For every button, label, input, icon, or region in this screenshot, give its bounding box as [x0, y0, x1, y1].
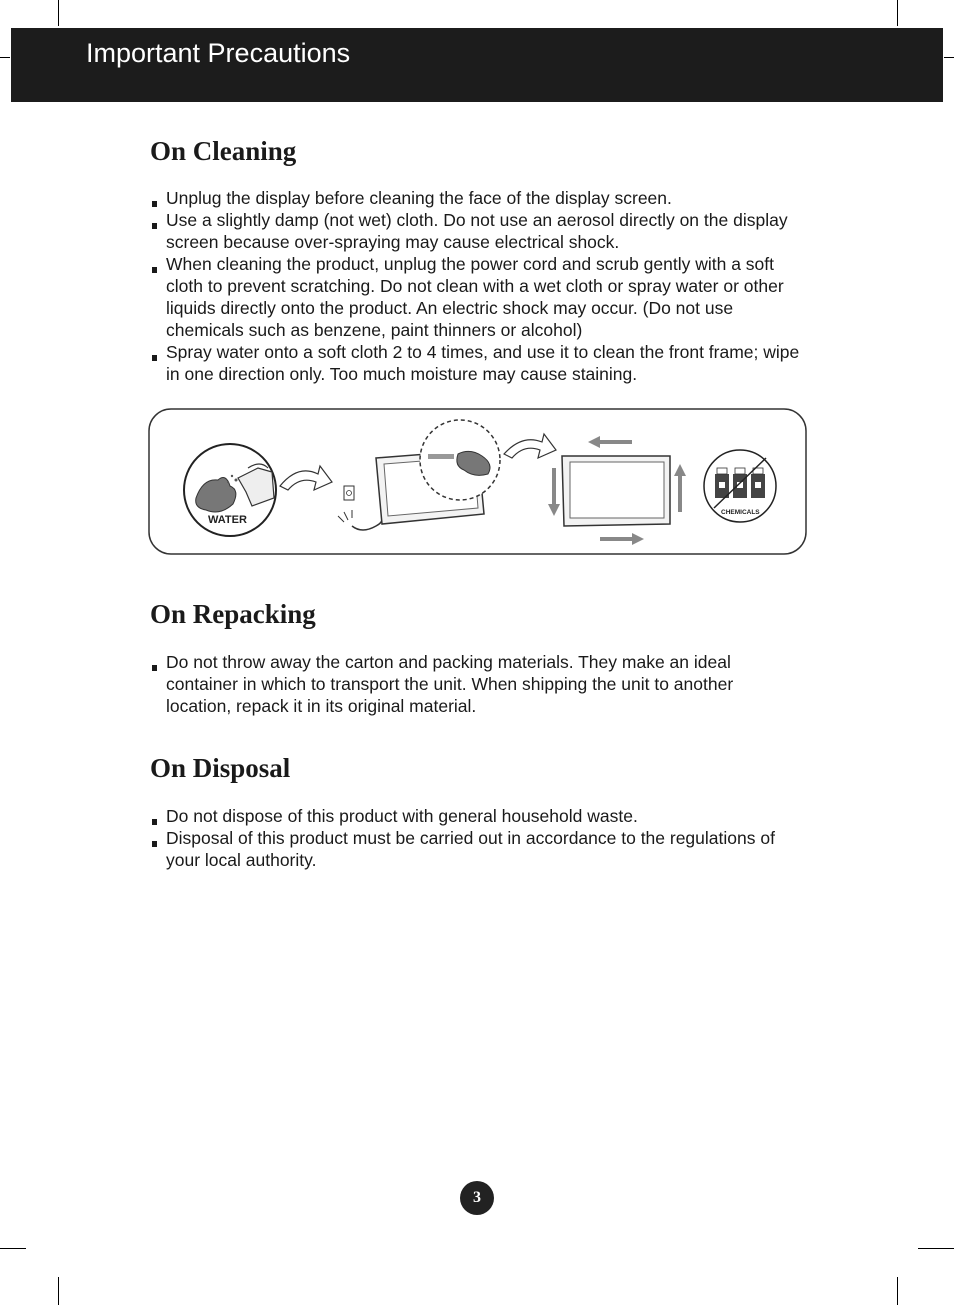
- crop-mark: [0, 1248, 26, 1249]
- page-title: Important Precautions: [86, 38, 351, 68]
- no-chemicals-icon: [704, 450, 776, 522]
- bullet-icon: [152, 223, 157, 229]
- crop-mark: [944, 57, 954, 58]
- cleaning-illustration: [148, 408, 807, 555]
- list-item: Spray water onto a soft cloth 2 to 4 times, and use it to clean the front frame; wipe in one direction only. Too much moisture may cause staining.: [150, 341, 810, 385]
- list-item: Unplug the display before cleaning the face of the display screen.: [150, 187, 810, 209]
- bullet-icon: [152, 841, 157, 847]
- crop-mark: [897, 0, 898, 26]
- page-number: 3: [460, 1181, 494, 1215]
- section-title-cleaning: On Cleaning: [150, 136, 297, 166]
- list-item: Use a slightly damp (not wet) cloth. Do not use an aerosol directly on the display screen because over-spraying may cause electrical shock.: [150, 209, 810, 253]
- water-spray-icon: [184, 444, 276, 536]
- bullet-icon: [152, 201, 157, 207]
- water-label: WATER: [208, 514, 247, 526]
- crop-mark: [58, 1277, 59, 1305]
- list-item: Do not dispose of this product with general household waste.: [150, 805, 810, 827]
- bullet-icon: [152, 819, 157, 825]
- crop-mark: [0, 57, 10, 58]
- bullet-icon: [152, 355, 157, 361]
- repacking-list: [150, 651, 770, 717]
- list-item: When cleaning the product, unplug the power cord and scrub gently with a soft cloth to prevent scratching. Do not clean with a wet cloth or spray water or other liquids directly onto the product. An electric shock may occur. (Do not use chemicals such as benzene, paint thinners or alcohol): [150, 253, 810, 341]
- chemicals-label: CHEMICALS: [721, 509, 760, 516]
- crop-mark: [58, 0, 59, 26]
- bullet-icon: [152, 267, 157, 273]
- monitor-icon: [562, 456, 670, 526]
- section-title-repacking: On Repacking: [150, 599, 316, 629]
- list-item: Disposal of this product must be carried out in accordance to the regulations of your local authority.: [150, 827, 810, 871]
- list-item: Do not throw away the carton and packing materials. They make an ideal container in which to transport the unit. When shipping the unit to another location, repack it in its original material.: [150, 651, 770, 717]
- wiping-cloth-icon: [420, 420, 500, 500]
- bullet-icon: [152, 665, 157, 671]
- disposal-list: [150, 805, 810, 871]
- crop-mark: [918, 1248, 954, 1249]
- crop-mark: [897, 1277, 898, 1305]
- cleaning-list: [150, 187, 810, 385]
- section-title-disposal: On Disposal: [150, 753, 291, 783]
